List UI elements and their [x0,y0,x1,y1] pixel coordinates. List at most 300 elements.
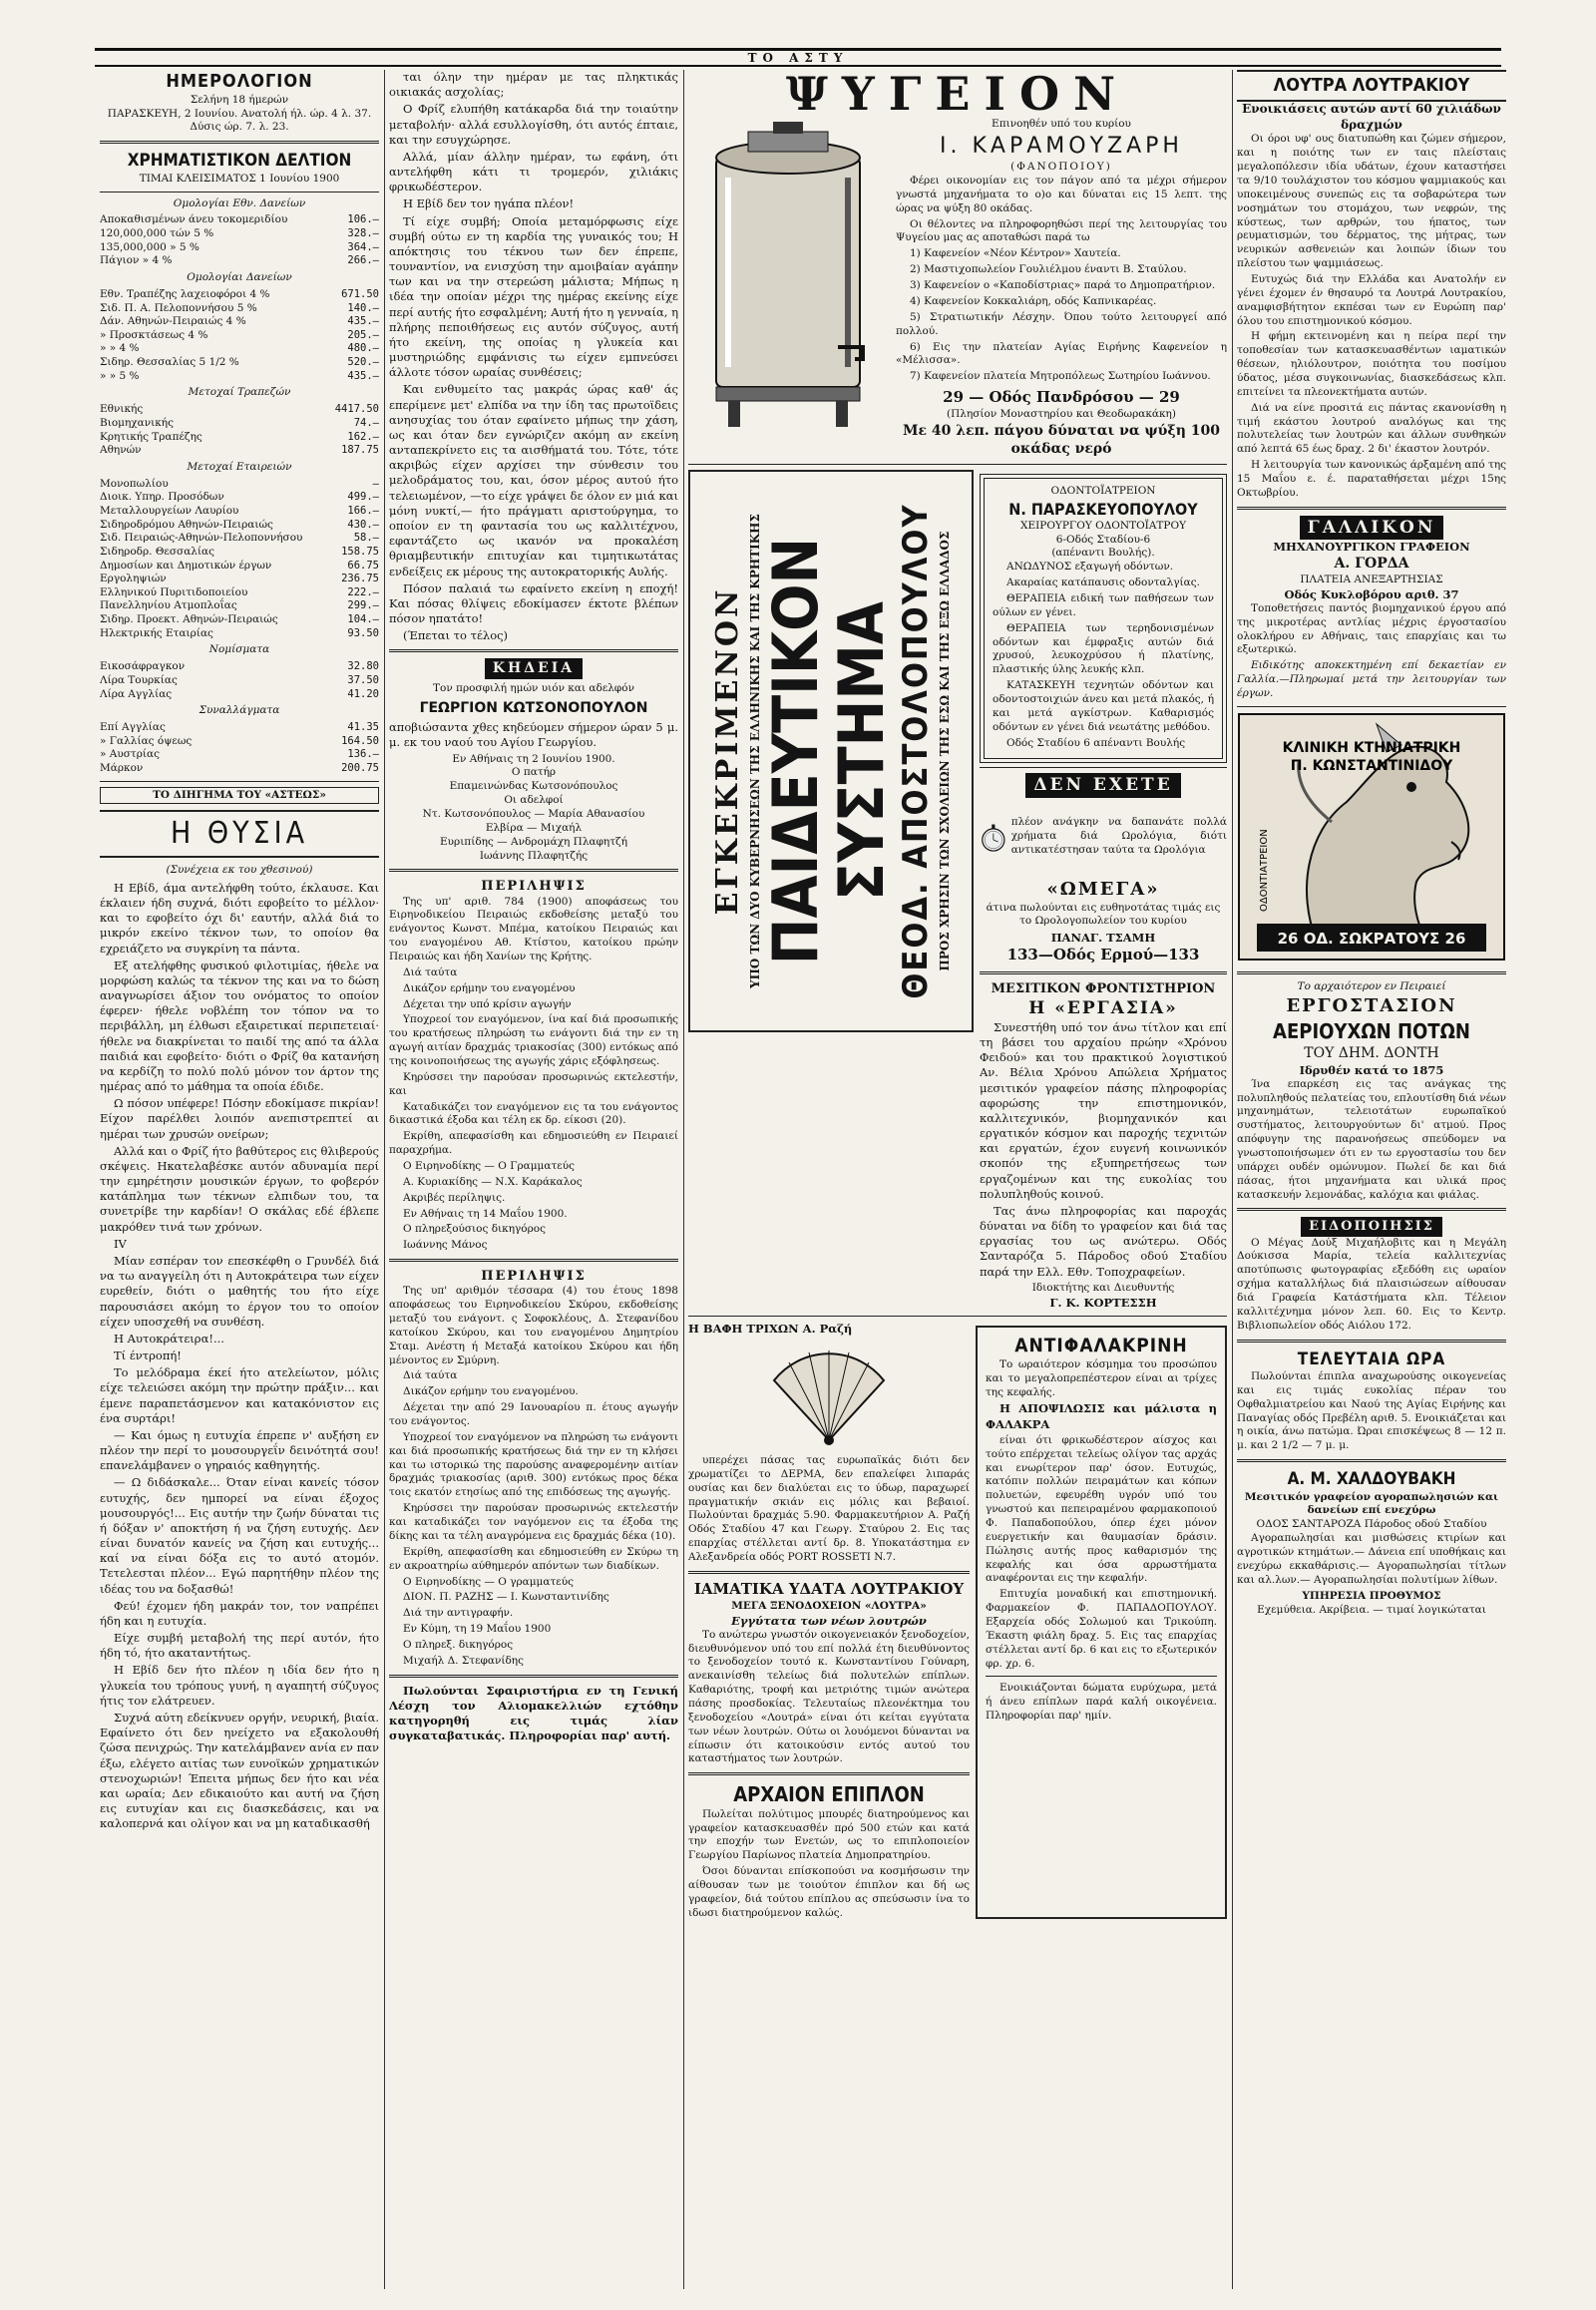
fin-section-title: Μετοχαί Τραπεζών [188,386,291,399]
fin-row [100,546,379,560]
paragraph: ΔΙΟΝ. Π. ΡΑΖΗΣ — Ι. Κωνσταντινίδης [403,1591,609,1604]
fin-label: » Γαλλίας όψεως [100,734,193,747]
dentist-address: 6-Οδός Σταδίου-6 [1055,533,1151,546]
fin-value: 205.— [347,328,379,341]
paragraph: Η Αυτοκράτειρα!... [114,1331,224,1346]
fin-row [100,403,379,417]
fin-row [100,573,379,586]
funeral-name: ΓΕΩΡΓΙΟΝ ΚΩΤΣΟΝΟΠΟΥΛΟΝ [419,699,648,716]
paragraph: Συχνά αύτη εδείκνυεν οργήν, νευρική, βιαία. Εφαίνετο ότι δεν ηνείχετο να εξακολουθή ζώσα πενιχρώς. Την κατελάμβανεν ανία εν παν έξω, ελέγετο αιτίας των ευνοϊκών χρηματικών στενοχωριών! Έπειτα μήπως δεν ήτο και νέα και ωραία; Δεν εδικαιούτο και αυτή να ζήση εις ευτυχίαν και εις διασκεδάσεις, και να καλοπερνά και ολίγον και να μη καταδικασθή [100,1710,379,1831]
fin-row [100,227,379,241]
paragraph: Εξ ατελήφθης φυσικού φιλοτιμίας, ήθελε να μορφώση καλώς τα τέκνον της και να το δώση αναγνωρίσει άξιον του ονόματος το οποίον έφερεν· ήθελε νοβλέπη τον τόπον να το περιβάλλη, μη έλθωσι εξαιρετικαί περιπετειαί· ήθελε να διακρίνεται το παιδί της από τα άλλα παιδιά και εφοβείτο· διότι ο Φρίζ θα κατανήση να κερδίζη το πολύ πολύ μόνον τον άρτον της ημέρας από το μάθημα τα οποία έδιδε. [100,958,379,1094]
fin-label: Λίρα Αγγλίας [100,687,173,700]
factory-pre: Το αρχαιότερον εν Πειραιεί [1297,980,1446,993]
anti-text: Το ωραιότερον κόσμημα του προσώπου και το μεγαλοπρεπέστερον είναι αι τρίχες της κεφαλής. [986,1357,1217,1398]
fin-value: 266.— [347,254,379,267]
furniture-text: Πωλείται πολύτιμος μπουρές διατηρούμενος και γραφείον κατασκευασθέν πρό 500 ετών και κατά την εποχήν των Ενετών, ως το επιπλοποιείον Γεωργίου Παρίωνος πλατεία Δημοπρατηρίου. [688,1807,970,1862]
paragraph: (Έπεται το τέλος) [403,628,509,643]
paragraph: Μιχαήλ Δ. Στεφανίδης [403,1654,524,1667]
fin-label: Εθνικής [100,403,144,416]
almanac-lines [100,94,379,136]
fin-label: Επί Αγγλίας [100,721,166,733]
fin-label: Μάρκον [100,761,144,774]
ice-address: 29 — Οδός Πανδρόσου — 29 [943,388,1180,407]
paragraph: ΚΑΤΑΣΚΕΥΗ τεχνητών οδόντων και οδοντοστοιχιών άνευ και μετά πλακός, ή και μετά αγκίστρων. Καθαρισμός οδόντων εν γένει διά νεωτάτης μεθόδου. [993,679,1214,733]
factory-text: Ίνα επαρκέση εις τας ανάγκας της πολυπληθούς πελατείας του, επλουτίσθη διά νέων μηχανημάτων, τελειοτάτων ευρωπαϊκού συστήματος, λειτουργούντων δι' ατμού. Προς απόφυγην της παρανοήσεως σπεύδομεν να γνωστοποιήσωμεν ότι εν τω εργοστασίω του δεν υπάρχει ουδέν ομώνυμον. Πωλεί δε και διά πάσας, ήτοι μηχανήματα και υλικά προς κατασκευήν λεμονάδας, καλόχια και φιάλας. [1237,1077,1506,1201]
anti-title: ΑΝΤΙΦΑΛΑΚΡΙΝΗ [1014,1334,1188,1356]
watch-address: 133—Οδός Ερμού—133 [1006,946,1200,964]
watch-text: πλέον ανάγκην να δαπανάτε πολλά χρήματα διά Ωρολόγια, διότι αντικατέστησαν ταύτα τα Ωρολόγια [1010,816,1227,856]
paragraph: Διά την αντιγραφήν. [403,1607,514,1620]
agent-foot: ΥΠΗΡΕΣΙΑ ΠΡΟΘΥΜΟΣ [1302,1589,1441,1602]
icebox-illustration [688,118,888,437]
paragraph: Δικάζον ερήμην του εναγομένου [403,981,576,994]
paragraph: Η λειτουργία των κανονικώς άρξαμένη από της 15 Μαΐου ε. έ. παραταθήσεται μέχρι 15ης Οκτωβρίου. [1237,459,1506,499]
fin-value: 162.— [347,430,379,443]
fin-value: 435.— [347,369,379,382]
school-name: Η «ΕΡΓΑΣΙΑ» [1028,998,1178,1019]
paragraph: Ευτυχώς διά την Ελλάδα και Ανατολήν εν γένει έχομεν έν θησαυρό τα Λουτρά Λουτρακίου, αναμφισβήτητον εκπέσαι των εν Ευρώπη παρ' όλου του επιστημονικού κόσμου. [1237,273,1506,327]
funeral-family-line: Ιωάννης Πλαφητζής [479,849,589,862]
factory-owner: ΤΟΥ ΔΗΜ. ΔΟΝΤΗ [1304,1045,1439,1062]
paragraph: Της υπ' αριθμόν τέσσαρα (4) του έτους 1898 αποφάσεως του Ειρηνοδικείου Σκύρου, εκδοθείσης μεταξύ του ενάγοντ. ς Σοφοκλέους, Δ. Στεφανίδου κατοίκου Σκύρου, και του εναγομένου Δημητρίου Σταμ. Ανέστη ή Μεταξά κατοίκου Σκύρου και ήδη μένοντος εν Σμύρνη. [389,1285,678,1366]
fin-row [100,370,379,384]
fin-label: Διοικ. Υπηρ. Προσόδων [100,491,224,504]
paragraph: Είχε συμβή μεταβολή της περί αυτόν, ήτο ήδη τό, ήτο ακαταντήτως. [100,1631,379,1661]
funeral-title: ΚΗΔΕΙΑ [485,658,583,678]
fan-illustration [764,1341,894,1450]
paragraph: ΘΕΡΑΠΕΙΑ των τερηδονισμένων οδόντων και έμφραξις αυτών διά χρυσού, λευκοχρύσου ή πλατίνης, πλαστικής ύλης λευκής κλπ. [993,621,1214,676]
anti-text3: Επιτυχία μοναδική και επιστημονική. Φαρμακείον Φ. ΠΑΠΑΔΟΠΟΥΛΟΥ. Εξαρχεία οδός Σολωμού και Τρικούπη. Έκαστη φιάλη δραχ. 5. Εις τας επαρχίας στέλλεται αντί δρ. 6 και εις το εξωτερικόν φρ. χρ. 6. [986,1588,1217,1670]
paragraph: 4) Καφενείον Κοκκαλιάρη, οδός Καπνικαρέας. [910,294,1157,307]
banner-governments: ΥΠΟ ΤΩΝ ΔΥΟ ΚΥΒΕΡΝΗΣΕΩΝ ΤΗΣ ΕΛΛΗΝΙΚΗΣ ΚΑΙ ΤΗΣ ΚΡΗΤΙΚΗΣ [747,513,762,988]
fin-label: Δάν. Αθηνών-Πειραιώς 4 % [100,315,246,328]
story-note: (Συνέχεια εκ του χθεσινού) [166,864,313,877]
paragraph: 5) Στρατιωτικήν Λέσχην. Όπου τούτο λειτουργεί από πολλού. [896,310,1227,337]
paragraph: 1) Καφενείον «Νέον Κέντρον» Χαυτεία. [910,247,1121,260]
fin-value: 435.— [347,315,379,328]
watch-text2: άτινα πωλούνται εις ευθηνοτάτας τιμάς εις το Ωρολογοπωλείον του κυρίου [986,901,1221,928]
dentist-title: ΟΔΟΝΤΟΪΑΤΡΕΙΟΝ [1050,484,1156,497]
fin-row [100,660,379,674]
fin-row [100,721,379,735]
fin-value: 671.50 [341,287,379,300]
tech-italic: Ειδικότης αποκεκτημένη επί δεκαετίαν εν Γαλλία.—Πληρωμαί μετά την λειτουργίαν των έργων. [1237,659,1506,700]
paragraph: Ο πληρεξ. δικηγόρος [403,1638,514,1651]
hair-dye-title: Η ΒΑΦΗ ΤΡΙΧΩΝ Α. Ραζή [688,1321,853,1336]
fin-value: 236.75 [341,573,379,585]
ice-role: (ΦΑΝΟΠΟΙΟΥ) [1010,161,1112,174]
watch-title: ΔΕΝ ΕΧΕΤΕ [1025,773,1180,797]
paragraph: Ο πληρεξούσιος δικηγόρος [403,1223,546,1236]
fin-value: 158.75 [341,545,379,558]
fin-section-title: Μετοχαί Εταιρειών [187,460,292,473]
paragraph: Η φήμη εκτεινομένη και η πείρα περί την τοποθεσίαν των κατασκευασθέντων ιαματικών θέσεων, ηλιόλουτρον, ποιότητα του ποσίμου ύδατος, μέσα συγκοινωνίας, διασκεδάσεως κλπ. επιτείνει τα πλεονεκτήματα αυτών. [1237,330,1506,398]
agent-text: Αγοραπωλησίαι και μισθώσεις κτιρίων και αγροτικών κτημάτων.— Δάνεια επί υποθήκαις και ενεχύρω εκκαθάρισις.— Αγοραπωλησίαι τίτλων και αλ.λων.— Αγοραπωλησίαι πολυτίμων λίθων. [1237,1532,1506,1586]
banner-author: ΘΕΟΔ. ΑΠΟΣΤΟΛΟΠΟΥΛΟΥ [895,503,936,999]
paragraph: Κηρύσσει την παρούσαν προσωρινώς εκτελεστήν, και [389,1070,678,1097]
paragraph: Οι θέλοντες να πληροφορηθώσι περί της λειτουργίας του Ψυγείου μας ας αποταθώσι παρά τω [896,217,1227,244]
factory-title2: ΑΕΡΙΟΥΧΩΝ ΠΟΤΩΝ [1273,1018,1470,1043]
fin-value: 140.— [347,301,379,314]
anti-bold: Η ΑΠΟΨΙΛΩΣΙΣ και μάλιστα η ΦΑΛΑΚΡΑ [986,1401,1217,1431]
fin-section-title: Νομίσματα [208,643,270,656]
column-4 [1237,70,1506,2304]
fin-value: 480.— [347,342,379,355]
funeral-intro: Τον προσφιλή ημών υιόν και αδελφόν [433,681,634,694]
almanac-title: ΗΜΕΡΟΛΟΓΙΟΝ [166,71,313,92]
financial-subtitle: ΤΙΜΑΙ ΚΛΕΙΣΙΜΑΤΟΣ 1 Ιουνίου 1900 [139,172,340,185]
school-owner: Γ. Κ. ΚΟΡΤΕΣΣΗ [1049,1295,1157,1310]
fin-value: 66.75 [347,559,379,572]
dentist-name: Ν. ΠΑΡΑΣΚΕΥΟΠΟΥΛΟΥ [1008,499,1198,519]
paragraph: Η Εβίδ δεν τον ηγάπα πλέον! [403,196,575,211]
paragraph: Εν Κύμη, τη 19 Μαΐου 1900 [403,1623,552,1636]
fin-value: 364.— [347,240,379,253]
fin-value: 93.50 [347,626,379,639]
masthead: ΤΟ ΑΣΤΥ [95,48,1501,67]
funeral-family [389,766,678,863]
furniture-text2: Όσοι δύνανται επίσκοπούσι να κοσμήσωσιν την αίθουσαν των με τοιούτον έπιπλον και δή ως γραφείον, διά τούτου επίπλου ας σπεύσωσιν ίνα το ιδωσι διατηρούμενον καλώς. [688,1865,970,1919]
paragraph: Καταδικάζει τον εναγόμενον εις τα του ενάγοντος δικαστικά έξοδα και τέλη εκ δρ. είκοσι (20). [389,1100,678,1127]
horse-label-name: Π. ΚΩΝΣΤΑΝΤΙΝΙΔΟΥ [1290,757,1453,774]
paragraph: Εκρίθη, απεφασίσθη και εδημοσιεύθη εν Πειραιεί παραχρήμα. [389,1130,678,1157]
paragraph: Η Εβίδ δεν ήτο πλέον η ιδία δεν ήτο η γλυκεία του τρόπους γυνή, η αγαπητή σύζυγος ήτις τον ελάτρευεν. [100,1663,379,1708]
fin-label: Εθν. Τραπέζης λαχειοφόροι 4 % [100,287,270,300]
fin-value: 106.— [347,213,379,226]
paragraph: Ω πόσον υπέφερε! Πόσην εδοκίμασε πικρίαν! Είχον παρέλθει λοιπόν ανεπιστρεπτεί αι ημέραι των χρυσών ονείρων; [100,1096,379,1141]
paragraph: Τί είχε συμβή; Οποία μεταμόρφωσις είχε συμβή ούτω εν τη καρδία της γυναικός του; Η απόκτησις του τέκνου των δεν έπρεπε, τουναντίον, να ενισχύση την αμοιβαίαν αγάπην των και να την στερεώση μάλιστα; Μήπως η ιδέα την οποίαν μέχρι της ημέρας εκείνης είχε περί αυτής ήτο εσφαλμένη; Αυτή ήτο η γενναία, η πλήρης πεποιθήσεως εις αυτόν σύζυγος, αυτή ήτο εκείνη, της οποίας η γλυκεία και μυστηριώδης εμφάνισις τω είχεν εμπνεύσει άλλοτε τόσον ωραίας συνθέσεις; [389,213,678,380]
fin-value: 136.— [347,748,379,761]
fin-label: Βιομηχανικής [100,416,174,429]
fin-label: Πάγιον » 4 % [100,254,173,267]
fin-row [100,586,379,600]
mineral-sub: ΜΕΓΑ ΞΕΝΟΔΟΧΕΙΟΝ «ΛΟΥΤΡΑ» [731,1599,927,1612]
paragraph: 6) Εις την πλατείαν Αγίας Ειρήνης Καφενείον η «Μέλισσα». [896,340,1227,367]
funeral-family-line: Επαμεινώνδας Κωτσονόπουλος [449,780,618,793]
funeral-notice [389,658,678,863]
fin-row [100,315,379,329]
fin-label: Εικοσάφραγκον [100,660,186,673]
fin-label: Σιδηρ. Προεκτ. Αθηνών-Πειραιώς [100,613,278,626]
paragraph: Εν Αθήναις τη 14 Μαΐου 1900. [403,1207,568,1220]
fin-row [100,329,379,343]
notice-text: Ο Μέγας Δούξ Μιχαήλοβιτς και η Μεγάλη Δούκισσα Μαρία, τελεία καλλιτεχνίας αποτύπωσις φωτογραφίας εξεδόθη εις ωραίον σχήμα καταλλήλως διά πλαισιώσεων αίθουσαν διά Γραφεία Κατάστήματα κλπ. Τέλειον καλλιτέχνημα μόνον λεπ. 60. Εις το Κεντρ. Βιβλιοπωλείον οδός Αιόλου 172. [1237,1236,1506,1332]
paragraph: Οι όροι υφ' ους διατυπώθη και ζώμεν σήμερον, και η ποιότης των εν ταις πλείσταις μεγαλοπόλεσιν ιδία υδάτων, έχουν καταστήσει τα 9/10 τουλάχιστον του κόσμου ψαμμιακούς και υποκειμένους συνεπώς εις τα σοβαρώτερα των νοσημάτων του στομάχου, των νεφρών, της κύστεως, των αρθρών, του ήπατος, των ρευματισμών, του δέρματος, της μήτρας, των νευρικών ασθενειών και λοιπών ίδιων του πλείστου των ψαμμιάσεως. [1237,133,1506,270]
fin-row [100,478,379,492]
notice1-body [389,896,678,1254]
hair-dye-text: υπερέχει πάσας τας ευρωπαϊκάς διότι δεν χρωματίζει το ΔΕΡΜΑ, δεν επαλείφει λιπαράς ουσίας και δεν διαλύεται εις το ύδωρ, παραχωρεί πραγματικήν σκιάν εις μόλις και βεβαιοί. Πωλούνται δραχμάς 5.90. Φαρμακευτήριον Α. Ραζή Οδός Σταδίου 47 και Γεωργ. Σταύρου 2. Εις τας επαρχίας στέλλεται αντί δρ. 8. Υποκατάστημα εν Αλεξανδρεία οδός PORT ROSSETI N.7. [688,1453,970,1563]
fin-row [100,532,379,546]
ice-address-sub: (Πλησίον Μοναστηρίου και Θεοδωρακάκη) [947,407,1176,420]
fin-row [100,560,379,574]
fin-row [100,444,379,458]
paragraph: Υποχρεοί τον εναγόμενον να πληρώση τω ενάγοντι και διά προσωπικής κρατήσεως διά την εν τη κλήσει και τω ιστορικώ της παρούσης αναφερομένην αιτίαν δραχμάς τριακοσίας (αριθ. 300) εντόκως προς δέκα τοις εκατόν ετησίως από της επιδόσεως της αγωγής. [389,1430,678,1499]
funeral-family-line: Ελβίρα — Μιχαήλ [485,821,583,834]
fin-row [100,241,379,255]
almanac-line: Σελήνη 18 ήμερών [190,93,289,106]
fin-label: Μονοπωλίου [100,477,169,490]
fin-value: 328.— [347,227,379,240]
fin-label: » Αυστρίας [100,748,160,761]
ice-subtitle: Επινοηθέν υπό του κυρίου [992,118,1131,131]
fin-value: 164.50 [341,734,379,747]
fin-label: Αποκαθισμένων άνευ τοκομεριδίου [100,213,288,226]
column-1 [100,70,379,2304]
paragraph: Διά ταύτα [403,1369,458,1382]
paragraph: Δέχεται την από 29 Ιανουαρίου π. έτους αγωγήν του ενάγοντος. [389,1401,678,1428]
agent-title: Α. Μ. ΧΑΛΔΟΥΒΑΚΗ [1287,1469,1456,1490]
financial-title: ΧΡΗΜΑΤΙΣΤΙΚΟΝ ΔΕΛΤΙΟΝ [127,151,352,172]
horse-label-top: ΚΛΙΝΙΚΗ ΚΤΗΝΙΑΤΡΙΚΗ [1282,739,1461,756]
school-title: ΜΕΣΙΤΙΚΟΝ ΦΡΟΝΤΙΣΤΗΡΙΟΝ [991,981,1216,997]
fin-label: Εργοληψιών [100,573,167,585]
horse-label-side: ΟΔΟΝΤΙΑΤΡΕΙΟΝ [1259,829,1270,912]
feuilleton-tag: ΤΟ ΔΙΗΓΗΜΑ ΤΟΥ «ΑΣΤΕΩΣ» [100,787,379,805]
billiards-ad: Πωλούνται Σφαιριστήρια εν τη Γενική Λέσχη τον Αλιομακελλιών εχτόθην κατηγορηθή εις τιμάς λίαν συγκαταβατικάς. Πληροφορίαι παρ' αυτή. [389,1683,678,1743]
paragraph: Διά ταύτα [403,965,458,978]
horse-clinic-illustration [1237,712,1506,962]
textbook-banner [688,470,974,1032]
paragraph: Ακαραίας κατάπαυσις οδονταλγίας. [1006,577,1200,589]
spa-title: ΛΟΥΤΡΑ ΛΟΥΤΡΑΚΙΟΥ [1237,70,1506,102]
spa-body [1237,133,1506,500]
fin-row [100,613,379,627]
funeral-text: αποβιώσαντα χθες κηδεύομεν σήμερον ώραν 5 μ. μ. εκ του ναού του Αγίου Γεωργίου. [389,720,678,750]
fin-row [100,288,379,302]
paragraph: Ο Ειρηνοδίκης — Ο Γραμματεύς [403,1160,575,1172]
fin-row [100,431,379,445]
fin-value: 520.— [347,356,379,369]
banner-approved: ΕΓΚΕΚΡΙΜΕΝΟΝ [709,586,745,916]
fin-label: » » 5 % [100,369,140,382]
dentist-ad [984,478,1223,760]
fin-section-title: Ομολογίαι Δανείων [187,271,292,284]
factory-year: Ιδρυθέν κατά το 1875 [1299,1062,1444,1077]
tech-place: ΠΛΑΤΕΙΑ ΑΝΕΞΑΡΤΗΣΙΑΣ [1300,573,1443,585]
column-rule [683,70,684,2289]
paragraph: Δέχεται την υπό κρίσιν αγωγήν [403,997,572,1010]
paragraph: Ακριβές περίληψις. [403,1191,506,1204]
paragraph: — Και όμως η ευτυχία έπρεπε ν' αυξήση εν πλέον την περί το μουσουργεΐν δεινότητά σου! επανελάμβανεν ο γηραιός καθηγητής. [100,1427,379,1473]
column-rule [1232,70,1233,2289]
employment-office-ad [980,980,1227,1311]
ice-inventor: Ι. ΚΑΡΑΜΟΥΖΑΡΗ [940,134,1183,160]
paragraph: Το μελόδραμα έκεί ήτο ατελείωτον, μόλις είχε τελειώσει ακόμη την πρώτην πράξιν... και έμενε παραπετάσμενον και κατακόνιστον εις ένα συρτάρι! [100,1365,379,1425]
fin-row [100,356,379,370]
tech-address: Οδός Κυκλοβόρου αριθ. 37 [1284,586,1459,601]
paragraph: Εκρίθη, απεφασίσθη και εδημοσιεύθη εν Σκύρω τη εν ακροατηρίω αύθημερόν απόντων των διαδίκων. [389,1545,678,1572]
school-text: Συνεστήθη υπό τον άνω τίτλον και επί τη βάσει του αρχαίου πρώην «Χρόνου Φειδού» και του πρακτικού λογιστικού Αν. Βέλια Χρόνου Απώλεια Χρήματος μεσιτικόν γραφείον πάσης πληροφορίας αφορώσης την επιστημονικόν, καλλιτεχνικόν, βιομηχανικόν και εργατικόν κόσμον και παροχής τεχνιτών και εργατών, έχον ευγενή κοινωνικόν σκοπόν της εξυπηρετήσεως των εργαζομένων και της ευκολίας του πολυπληθούς κοινού. [980,1019,1227,1201]
paragraph: Μίαν εσπέραν τον επεσκέφθη ο Γρυνδέλ διά να τω αναγγείλη ότι η Αυτοκράτειρα των είχεν ευρεθείν, διότι ο μαθητής του ήτο είχε παρουσιάσει ακόμη το έργον του το οποίον είχεν υποσχεθή να συνθέση. [100,1254,379,1329]
fin-value: 166.— [347,504,379,517]
tech-text: Τοποθετήσεις παντός βιομηχανικού έργου από της μικροτέρας αντλίας μέχρις έργοστασίου ολοκλήρου εν Αθήναις, ταις επαρχίαις και τω εξωτερικώ. [1237,601,1506,656]
fin-label: » » 4 % [100,342,140,355]
fin-value: 299.— [347,599,379,612]
paragraph: Δικάζον ερήμην του εναγομένου. [403,1385,579,1398]
dentist-body [993,561,1214,750]
fin-value: 187.75 [341,444,379,457]
tech-title: ΓΑΛΛΙΚΟΝ [1300,516,1444,540]
paragraph: ται όλην την ημέραν με τας πληκτικάς οικιακάς ασχολίας; [389,70,678,100]
story-continued [389,70,678,643]
banner-system: ΠΑΙΔΕΥΤΙΚΟΝ ΣΥΣΤΗΜΑ [759,537,898,964]
fin-value: 41.20 [347,687,379,700]
fin-value: 74.— [353,416,379,429]
fin-label: Σιδηρ. Θεσσαλίας 5 1/2 % [100,356,239,369]
fin-row [100,688,379,702]
paragraph: Φεύ! έχομεν ήδη μακράν τον, τον ναπρέπει ήδη και η ευτυχία. [100,1598,379,1628]
column-rule [384,70,385,2289]
dentist-address-sub: (απέναντι Βουλής). [1051,547,1155,560]
fin-row [100,254,379,268]
fin-label: Ηλεκτρικής Εταιρίας [100,626,213,639]
anti-text4: Ενοικιάζονται δώματα ευρύχωρα, μετά ή άνευ επίπλων παρά καλή οικογένεια. Πληροφορίαι παρ' ημίν. [986,1682,1217,1723]
fin-row [100,674,379,688]
paragraph: Οδός Σταδίου 6 απέναντι Βουλής [1006,736,1186,749]
notice2-body [389,1285,678,1668]
fin-row [100,417,379,431]
notice2-title: ΠΕΡΙΛΗΨΙΣ [481,1269,587,1285]
fin-label: Κρητικής Τραπέζης [100,430,202,443]
fin-label: 135,000,000 » 5 % [100,240,200,253]
paragraph: Κηρύσσει την παρούσαν προσωρινώς εκτελεστήν και καταδικάζει τον ναγόμενον εις τα έξοδα της δίκης και τα τέλη αναγρόμενα εις δραχμάς δέκα (10). [389,1502,678,1542]
fin-value: 4417.50 [334,403,379,416]
fin-section-title: Συναλλάγματα [199,704,280,717]
last-hour-title: ΤΕΛΕΥΤΑΙΑ ΩΡΑ [1297,1348,1446,1369]
ice-body [896,175,1227,384]
paragraph: Ιωάννης Μάνος [403,1239,488,1252]
notice1-title: ΠΕΡΙΛΗΨΙΣ [481,879,587,895]
fin-label: Λίρα Τουρκίας [100,673,178,686]
story-body [100,881,379,1831]
paragraph: ΘΕΡΑΠΕΙΑ ειδική των παθήσεων των ούλων εν γένει. [993,591,1214,618]
column-2 [389,70,678,2304]
paragraph: Και ενθυμείτο τας μακράς ώρας καθ' άς επερίμενε μετ' ελπίδα να την ίδη τας πρωτοϊδεις ανησυχίας του όταν εφαίνετο μήπως την χάση, ως και όταν δεν εγνώριζεν ακόμη αν εκείνη ανταπεκρίνετο εις τα αισθήματά του. Τότε, τότε ακριβώς είχεν αρχίσει την σύνθεσιν του μελοδράματος του, και, όσον μέρος αυτού ήτο τελειωμένον, —το είχε γράψει δε όλον εν μιά και μόνη νυκτί,— ήτο πράγματι αριστούργημα, το οποίον εν τη φαντασία του ως καλλιτέχνου, εφαντάζετο ως ικανόν να προκαλέση θριαμβευτικήν επιτυχίαν και τιμητικωτάτας ενδείξεις εκ μέρους της αυτοκρατορικής Αυλής. [389,382,678,578]
fin-row [100,627,379,641]
paragraph: Αλλά και ο Φρίζ ήτο βαθύτερος εις θλιβερούς σκέψεις. Ηκατελαβέσκε αυτόν αδυναμία περί την εμηρέτησιν μουσικών έργων, το φοβερόν κατάπλημα των τέκνων ελπιδων του, τα συνετρίβε την καρδίαν! Ο σκάλας εδέ έβλεπε μακρόθεν τινά των χρόνων. [100,1143,379,1234]
fin-row [100,491,379,505]
fin-row [100,342,379,356]
story-title: Η ΘΥΣΙΑ [100,810,379,858]
agent-sub: Μεσιτικόν γραφείον αγοραπωλησιών και δανείων επί ενεχύρω [1244,1490,1499,1517]
fin-label: » Προσκτάσεως 4 % [100,328,208,341]
paragraph: 3) Καφενείον ο «Καποδίστριας» παρά το Δημοπρατήριον. [910,279,1216,292]
spa-sub: Ενοικιάσεις αυτών αντί 60 χιλιάδων δραχμών [1242,101,1501,132]
paragraph: Της υπ' αριθ. 784 (1900) αποφάσεως του Ειρηνοδικείου Πειραιώς εκδοθείσης μεταξύ του ενάγοντος Κωνστ. Μπέμα, κατοίκου Πειραιώς και του εναγομένου Αθ. Κτίστου, κατοίκου πρώην Πειραιώς και ήδη Χανίων της Κρήτης. [389,895,678,962]
fin-value: 104.— [347,613,379,626]
factory-title: ΕΡΓΟΣΤΑΣΙΟΝ [1286,994,1457,1016]
fin-value: 222.— [347,585,379,598]
fin-value: 499.— [347,491,379,504]
banner-schools: ΠΡΟΣ ΧΡΗΣΙΝ ΤΩΝ ΣΧΟΛΕΙΩΝ ΤΗΣ ΕΣΩ ΚΑΙ ΤΗΣ ΕΞΩ ΕΛΛΑΔΟΣ [938,531,953,971]
fin-value: 32.80 [347,660,379,673]
paragraph: Φέρει οικονομίαν εις τον πάγον από τα μέχρι σήμερον γνωστά μηχανήματα το ο)ο και δύναται εις 15 λεπτ. της ώρας να ψύξη 80 οκάδας. [896,175,1227,214]
fin-label: 120,000,000 τών 5 % [100,227,214,240]
funeral-family-line: Οι αδελφοί [504,794,564,807]
fin-label: Πανελληνίου Ατμοπλοΐας [100,599,237,612]
ice-price: Με 40 λεπ. πάγου δύναται να ψύξη 100 οκάδας νερό [903,422,1220,458]
fin-value: 37.50 [347,673,379,686]
fin-value: 58.— [353,532,379,545]
anti-text2: είναι ότι φρικωδέστερον αίσχος και τούτο επέρχεται τελείως ολίγον τας αρχάς και ενωρίτερον παρ' όσον. Ευτυχώς, κατόπιν πολλών πειραμάτων και κόπων πολυετών, εφευρέθη υγρόν υπό του γνωστού και πεπειραμένου φαρμακοποιού Φ. Παπαδοπούλου, όπερ έχει μόνον ευεργετικήν και θαυμασίαν δράσιν. Πώλησις αυτής προς καθαρισμόν της κεφαλής και όσα αρρωστήματα αναφέρονται εις την κεφαλήν. [986,1433,1217,1585]
watch-seller: ΠΑΝΑΓ. ΤΣΑΜΗ [1050,931,1156,946]
fin-label: Δημοσίων και Δημοτικών έργων [100,559,272,572]
mineral-sub2: Εγγύτατα των νέων λουτρών [731,1613,927,1628]
agent-foot2: Εχεμύθεια. Ακρίβεια. — τιμαί λογικώταται [1257,1603,1486,1616]
fin-row [100,735,379,749]
antibaldness-ad [976,1326,1227,1919]
fin-row [100,302,379,316]
almanac-line: ΠΑΡΑΣΚΕΥΗ, 2 Ιουνίου. Ανατολή ήλ. ώρ. 4 λ. 37. Δύσις ώρ. 7. λ. 23. [107,107,372,134]
fin-section-title: Ομολογίαι Εθν. Δανείων [173,196,306,209]
paragraph: — Ω διδάσκαλε... Όταν είναι κανείς τόσον ευτυχής, δεν ημπορεί να είναι έξοχος μουσουργός!... Εις αυτήν την ζωήν δύναται τις ή δόξαν ν' αποκτήση ή να ζήση ευτυχής. Δεν είναι δυνατόν κανείς να ζήση και ευτυχής... καί να είναι δόξα εις το αυτό ατομόν. Τετελεσται πλέον... Εγώ παρητήθην πλέον της ιδέας του να δοξασθώ! [100,1475,379,1596]
fin-row [100,213,379,227]
paragraph: Αλλά, μίαν άλλην ημέραν, τω εφάνη, ότι αντελήφθη κάτι τι τρομερόν, χιλιάκις φρικωδέστερον. [389,149,678,194]
paragraph: IV [114,1236,127,1251]
paragraph: Η Εβίδ, άμα αντελήφθη τούτο, έκλαυσε. Και έκλαιεν ήδη συχνά, διότι εφοβείτο το μέλλον· και το εφοβείτο όχι δι' εαυτήν, αλλά διά το μικρόν εκείνο τέκνον των, το οποίον θα εχρειάζετο να συγκρίνη τα πάντα. [100,880,379,956]
paragraph: Πόσον παλαιά τω εφαίνετο εκείνη η εποχή! Και πόσας θλίψεις εδοκίμασεν έκτοτε βλέπων πόσον ηπατάτο! [389,580,678,626]
paragraph: Υποχρεοί τον εναγόμενον, ίνα καί διά προσωπικής του κρατήσεως πληρώση τω ενάγοντι διά την εν τη αγωγή αιτίαν δραχμάς τριακοσίας (300) εντόκως από της κοινοποιήσεως της αγωγής χάρις εξόφλησεως. [389,1013,678,1067]
funeral-family-line: Ευριπίδης — Ανδρομάχη Πλαφητζή [439,835,628,848]
school-text2: Τας άνω πληροφορίας και παροχάς δύναται να δίδη το γραφείον και διά τας εργασίας του ως ανώτερω. Οδός Σανταρόζα 5. Πάροδος οδού Σταδίου παρά την Ελλ. Εθν. Τοποχραφείων. [980,1203,1227,1279]
paragraph: Α. Κυριακίδης — Ν.Χ. Καράκαλος [403,1175,583,1188]
mineral-title: ΙΑΜΑΤΙΚΑ ΥΔΑΤΑ ΛΟΥΤΡΑΚΙΟΥ [693,1579,965,1598]
fin-label: Μεταλλουργείων Λαυρίου [100,504,239,517]
paragraph: Ο Ειρηνοδίκης — Ο γραμματεύς [403,1575,574,1588]
paragraph: 2) Μαστιχοπωλείον Γουλιέλμου έναντι Β. Σταύλου. [910,263,1187,276]
fin-value: 200.75 [341,761,379,774]
last-hour-text: Πωλούνται έπιπλα αναχωρούσης οικογενείας και εις τιμάς ευκολίας πέραν του Οφθαλμιατρείου και Ναού της Αγίας Ειρήνης και Παναγίας οδός Πρεβέλη αριθ. 5. Ενοικιάζεται και η οικία, άνω πατώμα. Ώραι επισκέψεως 8 — 12 π. μ. και 2 1/2 — 7 μ. μ. [1237,1370,1506,1452]
horse-address: 26 ΟΔ. ΣΩΚΡΑΤΟΥΣ 26 [1277,929,1466,948]
funeral-family-line: Ντ. Κωτσονόπουλος — Μαρία Αθανασίου [422,807,645,820]
fin-row [100,599,379,613]
fin-label: Σιδ. Π. Α. Πελοποννήσου 5 % [100,301,257,314]
tech-sub: ΜΗΧΑΝΟΥΡΓΙΚΟΝ ΓΡΑΦΕΙΟΝ [1273,540,1470,555]
fin-row [100,505,379,519]
fin-row [100,748,379,762]
fin-label: Αθηνών [100,444,142,457]
funeral-date: Εν Αθήναις τη 2 Ιουνίου 1900. [452,752,615,765]
watch-ad [980,773,1227,965]
school-owner-label: Ιδιοκτήτης και Διευθυντής [1031,1281,1175,1294]
fin-value: — [372,477,379,490]
fin-value: 41.35 [347,721,379,733]
paragraph: Ο Φρίζ ελυπήθη κατάκαρδα διά την τοιαύτην μεταβολήν· αλλά εσυλλογίσθη, ότι αυτός έπταιε, και την εσυγχώρησε. [389,102,678,147]
fin-label: Ελληνικού Πυριτιδοποιείου [100,585,248,598]
pocket-watch-icon [980,798,1007,878]
furniture-title: ΑΡΧΑΙΟΝ ΕΠΙΠΛΟΝ [733,1782,925,1807]
paragraph: 7) Καφενείον πλατεία Μητροπόλεως Σωτηρίου Ιωάννου. [910,370,1211,383]
fin-label: Σιδηροδρόμου Αθηνών-Πειραιώς [100,518,273,531]
financial-table [100,197,379,776]
ice-title: ΨΥΓΕΙΟΝ [785,70,1130,121]
tech-name: Α. ΓΟΡΔΑ [1334,556,1409,573]
dentist-role: ΧΕΙΡΟΥΡΓΟΥ ΟΔΟΝΤΟΪΑΤΡΟΥ [1019,519,1187,532]
column-3 [688,70,1227,2304]
fin-row [100,519,379,533]
fin-label: Σιδηροδρ. Θεσσαλίας [100,545,215,558]
agent-address: ΟΔΟΣ ΣΑΝΤΑΡΟΖΑ Πάροδος οδού Σταδίου [1256,1518,1487,1531]
funeral-family-line: Ο πατήρ [511,766,557,779]
notice-title: ΕΙΔΟΠΟΙΗΣΙΣ [1301,1217,1442,1236]
fin-value: 430.— [347,518,379,531]
paragraph: Διά να είνε προσιτά εις πάντας εκανονίσθη η τιμή εκάστου λουτρού αναλόγως και της πολυτελείας των λουτρών και άλλων συνθηκών από λεπτά 65 έως δραχ. 2 δι' έκαστον λουτρόν. [1237,401,1506,456]
paragraph: ΑΝΩΔΥΝΟΣ εξαγωγή οδόντων. [1006,561,1174,574]
watch-brand: «ΩΜΕΓΑ» [1046,878,1160,900]
fin-row [100,762,379,776]
mineral-text: Το ανώτερω γνωστόν οικογενειακόν ξενοδοχείον, διευθυνόμενον υπό του επί πολλά έτη διευθύνοντος το ξενοδοχείον τουτό κ. Κωνσταντίνου Γούναρη, ανεκαινίσθη τελείως διά πολυτελών επίπλων. Καθαριότης, τροφή και μετριότης τιμών ανώτερα πάσης προσδοκίας. Τελευταίως πλεονέκτημα του ξενοδοχείου «Λουτρά» είναι ότι κείται εγγύτατα των νέων λουτρών. Ούτω οι λουόμενοι δύνανται να είπωσιν ότι κατοικούσιν εντός αυτού του καταστήματος των λουτρών. [688,1628,970,1765]
